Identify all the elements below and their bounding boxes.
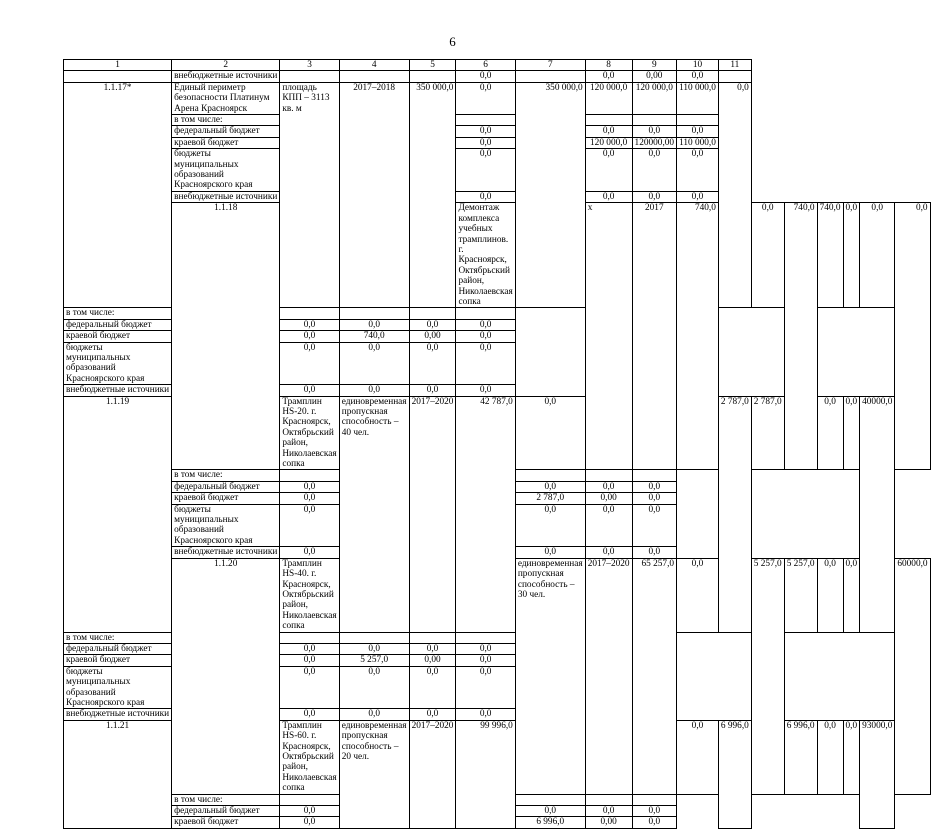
cell-value: 0,0 xyxy=(751,203,784,308)
table-row xyxy=(64,71,931,82)
cell-value: 6 996,0 xyxy=(515,817,585,828)
item-col11: 0,0 xyxy=(895,203,930,470)
header-cell: 8 xyxy=(585,60,632,71)
source-label: федеральный бюджет xyxy=(64,643,172,654)
cell-value: 0,0 xyxy=(339,666,409,709)
cell-value: 0,0 xyxy=(632,481,677,492)
header-cell: 2 xyxy=(172,60,280,71)
item-indicator: единовременная пропускная способность – 40 чел. xyxy=(339,396,409,632)
cell-value: 0,0 xyxy=(677,126,719,137)
cell-value: 0,0 xyxy=(677,71,719,82)
cell-value: 0,0 xyxy=(456,82,515,114)
item-total: 740,0 xyxy=(677,203,719,470)
cell-value: 0,0 xyxy=(456,149,515,192)
cell-value: 0,0 xyxy=(280,385,339,396)
source-label: внебюджетные источники xyxy=(172,547,280,558)
table-row xyxy=(64,149,931,192)
source-label: федеральный бюджет xyxy=(64,319,172,330)
including-label: в том числе: xyxy=(172,794,280,805)
item-period: 2017–2020 xyxy=(409,720,456,828)
item-total: 42 787,0 xyxy=(456,396,515,632)
cell-value: 0,0 xyxy=(677,720,719,794)
source-label: федеральный бюджет xyxy=(172,806,280,817)
item-name: Трамплин HS-40. г. Красноярск, Октябрьский район, Николаевская сопка xyxy=(280,558,339,632)
cell-value: 0,0 xyxy=(585,547,632,558)
page-number: 6 xyxy=(449,34,456,49)
header-cell: 1 xyxy=(64,60,172,71)
cell-value: 0,0 xyxy=(515,806,585,817)
cell-value: 0,0 xyxy=(843,396,860,470)
cell-value: 0,0 xyxy=(280,655,339,666)
header-cell: 7 xyxy=(515,60,585,71)
item-period: 2017–2018 xyxy=(339,82,409,308)
cell-value: 0,0 xyxy=(456,71,515,82)
item-total: 65 257,0 xyxy=(632,558,677,794)
cell-value: 0,0 xyxy=(632,806,677,817)
cell-value: 110 000,0 xyxy=(677,137,719,148)
cell-value: 0,00 xyxy=(409,655,456,666)
cell-value: 120 000,0 xyxy=(585,137,632,148)
item-name: Трамплин HS-60. г. Красноярск, Октябрьский район, Николаевская сопка xyxy=(280,720,339,794)
cell-value: 740,0 xyxy=(339,331,409,342)
source-label: внебюджетные источники xyxy=(64,709,172,720)
cell-value: 0,0 xyxy=(409,385,456,396)
cell-value: 0,0 xyxy=(456,331,515,342)
item-indicator: х xyxy=(585,203,632,470)
cell-value: 0,0 xyxy=(280,666,339,709)
item-col7: 2 787,0 xyxy=(718,396,751,632)
table-row xyxy=(64,137,931,148)
source-label: бюджеты муниципальных образований Красноярского края xyxy=(172,149,280,192)
item-col7: 740,0 xyxy=(784,203,817,470)
item-col11: 0,0 xyxy=(718,82,751,308)
cell-value: 0,0 xyxy=(339,319,409,330)
cell-value: 110 000,0 xyxy=(677,82,719,114)
cell-value: 0,0 xyxy=(585,481,632,492)
cell-value: 0,0 xyxy=(409,319,456,330)
cell-value: 0,0 xyxy=(632,191,677,202)
cell-value: 0,0 xyxy=(280,481,339,492)
header-cell: 5 xyxy=(409,60,456,71)
cell-value: 0,0 xyxy=(339,643,409,654)
cell-value: 0,0 xyxy=(280,504,339,547)
item-col11: 93000,0 xyxy=(860,720,895,828)
including-label: в том числе: xyxy=(64,308,172,319)
item-period: 2017–2020 xyxy=(409,396,456,632)
cell-value: 0,0 xyxy=(456,709,515,720)
item-number: 1.1.19 xyxy=(64,396,172,632)
cell-value: 0,0 xyxy=(677,558,719,632)
cell-value: 0,00 xyxy=(585,493,632,504)
cell-value: 0,0 xyxy=(409,643,456,654)
item-col11: 60000,0 xyxy=(895,558,930,794)
cell-value: 0,0 xyxy=(585,504,632,547)
cell-value: 0,0 xyxy=(677,149,719,192)
item-col11: 40000,0 xyxy=(860,396,895,632)
cell-value: 0,0 xyxy=(339,342,409,385)
item-name: Единый периметр безопасности Платинум Арена Красноярск xyxy=(172,82,280,114)
source-label: бюджеты муниципальных образований Красноярского края xyxy=(172,504,280,547)
item-number: 1.1.17* xyxy=(64,82,172,308)
cell-value: 0,0 xyxy=(817,720,843,794)
cell-value: 0,0 xyxy=(860,203,895,308)
cell-value: 740,0 xyxy=(817,203,843,308)
cell-value: 0,00 xyxy=(632,71,677,82)
cell-value: 0,0 xyxy=(515,547,585,558)
cell-value: 0,0 xyxy=(632,547,677,558)
cell-value: 0,0 xyxy=(456,191,515,202)
cell-value: 0,0 xyxy=(585,126,632,137)
source-label: бюджеты муниципальных образований Красноярского края xyxy=(64,342,172,385)
cell-value: 0,0 xyxy=(280,806,339,817)
item-indicator: единовременная пропускная способность – 20 чел. xyxy=(339,720,409,828)
item-col7: 5 257,0 xyxy=(751,558,784,794)
header-cell: 6 xyxy=(456,60,515,71)
cell-value: 5 257,0 xyxy=(784,558,817,632)
item-number: 1.1.20 xyxy=(172,558,280,794)
cell-value: 0,0 xyxy=(456,666,515,709)
item-period: 2017 xyxy=(632,203,677,470)
cell-value: 0,0 xyxy=(280,319,339,330)
table-row xyxy=(64,82,931,114)
source-label: внебюджетные источники xyxy=(172,191,280,202)
cell-value: 0,0 xyxy=(632,817,677,828)
item-indicator: единовременная пропускная способность – 30 чел. xyxy=(515,558,585,794)
source-label: внебюджетные источники xyxy=(64,385,172,396)
item-name: Трамплин HS-20. г. Красноярск, Октябрьский район, Николаевская сопка xyxy=(280,396,339,470)
header-cell: 9 xyxy=(632,60,677,71)
cell-value: 0,0 xyxy=(632,493,677,504)
cell-value: 0,0 xyxy=(409,342,456,385)
item-total: 350 000,0 xyxy=(409,82,456,308)
including-label: в том числе: xyxy=(172,470,280,481)
cell-value: 0,0 xyxy=(280,547,339,558)
cell-value: 2 787,0 xyxy=(515,493,585,504)
cell-value: 0,0 xyxy=(280,493,339,504)
cell-value: 0,0 xyxy=(515,396,585,470)
budget-table xyxy=(63,59,931,829)
source-label: краевой бюджет xyxy=(64,655,172,666)
header-cell: 10 xyxy=(677,60,719,71)
header-cell: 3 xyxy=(280,60,339,71)
cell-value: 0,0 xyxy=(677,191,719,202)
including-label: в том числе: xyxy=(64,632,172,643)
cell-value: 0,0 xyxy=(632,149,677,192)
cell-value: 0,0 xyxy=(280,817,339,828)
item-number: 1.1.21 xyxy=(64,720,172,828)
item-name: Демонтаж комплекса учебных трамплинов. г. Красноярск, Октябрьский район, Николаевская сопка xyxy=(456,203,515,308)
source-label: федеральный бюджет xyxy=(172,126,280,137)
source-label: бюджеты муниципальных образований Красноярского края xyxy=(64,666,172,709)
cell-value: 0,0 xyxy=(515,481,585,492)
cell-value: 0,0 xyxy=(339,709,409,720)
cell-value: 0,00 xyxy=(585,817,632,828)
cell-value: 0,0 xyxy=(585,149,632,192)
table-row xyxy=(64,115,931,126)
cell-value: 120 000,0 xyxy=(585,82,632,114)
cell-value: 0,0 xyxy=(585,806,632,817)
item-total: 99 996,0 xyxy=(456,720,515,828)
header-cell: 4 xyxy=(339,60,409,71)
cell-value: 5 257,0 xyxy=(339,655,409,666)
cell-value: 120 000,0 xyxy=(632,82,677,114)
source-label: краевой бюджет xyxy=(64,331,172,342)
cell-value: 0,0 xyxy=(280,709,339,720)
cell-value: 0,0 xyxy=(456,137,515,148)
cell-value: 0,0 xyxy=(585,191,632,202)
cell-value: 0,0 xyxy=(456,126,515,137)
cell-value: 0,00 xyxy=(409,331,456,342)
item-number: 1.1.18 xyxy=(172,203,280,470)
table-row xyxy=(64,126,931,137)
header-cell: 11 xyxy=(718,60,751,71)
cell-value: 6 996,0 xyxy=(784,720,817,794)
source-label: краевой бюджет xyxy=(172,493,280,504)
header-row xyxy=(64,60,931,71)
cell-value: 0,0 xyxy=(456,643,515,654)
including-label: в том числе: xyxy=(172,115,280,126)
source-label: краевой бюджет xyxy=(172,817,280,828)
cell-value: 0,0 xyxy=(843,558,860,632)
item-period: 2017–2020 xyxy=(585,558,632,794)
cell-value: 0,0 xyxy=(456,385,515,396)
item-col7: 350 000,0 xyxy=(515,82,585,308)
source-label: краевой бюджет xyxy=(172,137,280,148)
cell-value: 0,0 xyxy=(817,396,843,470)
cell-value: 0,0 xyxy=(817,558,843,632)
source-label: федеральный бюджет xyxy=(172,481,280,492)
table-row xyxy=(64,191,931,202)
cell-value: 0,0 xyxy=(409,666,456,709)
item-indicator: площадь КПП – 3113 кв. м xyxy=(280,82,339,308)
cell-value: 0,0 xyxy=(280,643,339,654)
item-col7: 6 996,0 xyxy=(718,720,751,828)
cell-value: 120000,00 xyxy=(632,137,677,148)
cell-value: 0,0 xyxy=(843,203,860,308)
cell-value: 0,0 xyxy=(339,385,409,396)
cell-value: 0,0 xyxy=(515,504,585,547)
cell-value: 0,0 xyxy=(280,331,339,342)
cell-value: 2 787,0 xyxy=(751,396,784,470)
cell-value: 0,0 xyxy=(585,71,632,82)
cell-value: 0,0 xyxy=(843,720,860,794)
cell-value: 0,0 xyxy=(456,342,515,385)
cell-value: 0,0 xyxy=(409,709,456,720)
cell-value: 0,0 xyxy=(280,342,339,385)
cell-value: 0,0 xyxy=(632,126,677,137)
cell-value: 0,0 xyxy=(632,504,677,547)
table-row xyxy=(64,203,931,308)
source-label: внебюджетные источники xyxy=(172,71,280,82)
cell-value: 0,0 xyxy=(456,655,515,666)
cell-value: 0,0 xyxy=(456,319,515,330)
